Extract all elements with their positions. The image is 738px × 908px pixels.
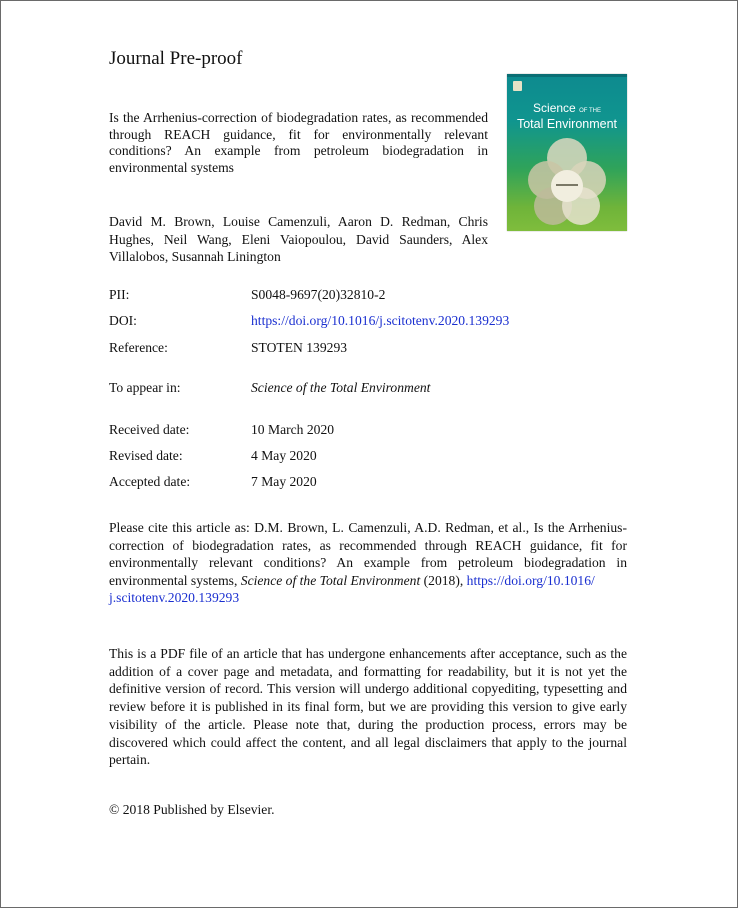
received-date-value: 10 March 2020: [251, 422, 335, 437]
cover-title-total-environment: Total Environment: [516, 117, 618, 131]
journal-cover-image: [507, 74, 627, 231]
citation-prefix: Please cite this article as: D.M. Brown, L. Camenzuli, A.D. Redman, et al., Is the Arrhenius-correction of biodegradation rates, as recommended through REACH guidance, fit for environmentally relevant conditions? An example from petroleum biodegradation in environmental systems,: [109, 520, 627, 588]
accepted-date-label: Accepted date:: [109, 474, 191, 489]
revised-date-value: 4 May 2020: [251, 448, 317, 463]
cover-title-of-the: OF THE: [579, 108, 601, 114]
revised-date-label: Revised date:: [109, 448, 183, 463]
pii-label: PII:: [109, 287, 130, 302]
reference-label: Reference:: [109, 340, 168, 355]
cover-title-science: Science: [533, 101, 576, 115]
citation-doi-link-part2[interactable]: j.scitotenv.2020.139293: [109, 590, 240, 606]
elsevier-logo: [513, 81, 522, 91]
doi-link[interactable]: https://doi.org/10.1016/j.scitotenv.2020.139293: [251, 313, 510, 328]
article-title: Is the Arrhenius-correction of biodegradation rates, as recommended through REACH guidance, fit for environmentally relevant conditions? An example from petroleum biodegradation in environmental systems: [109, 110, 488, 175]
reference-value: STOTEN 139293: [251, 340, 348, 355]
copyright-notice: © 2018 Published by Elsevier.: [109, 802, 275, 817]
cover-top-band: [507, 74, 627, 77]
journal-pre-proof-header: Journal Pre-proof: [109, 48, 243, 69]
cover-flower-graphic: [507, 136, 627, 231]
author-list: David M. Brown, Louise Camenzuli, Aaron D. Redman, Chris Hughes, Neil Wang, Eleni Vaiopoulou, David Saunders, Alex Villalobos, Susannah Linington: [109, 214, 488, 264]
to-appear-in-value: Science of the Total Environment: [251, 380, 431, 395]
citation-year: (2018),: [420, 572, 467, 588]
accepted-date-value: 7 May 2020: [251, 474, 317, 489]
received-date-label: Received date:: [109, 422, 190, 437]
pre-proof-disclaimer: This is a PDF file of an article that has undergone enhancements after acceptance, such as the addition of a cover page and metadata, and formatting for readability, but it is not yet the definitive version of record. This version will undergo additional copyediting, typesetting and review before it is published in its final form, but we are providing this version to give early visibility of the article. Please note that, during the production process, errors may be discovered which could affect the content, and all legal disclaimers that apply to the journal pertain.: [109, 646, 627, 768]
doi-label: DOI:: [109, 313, 137, 328]
pii-value: S0048-9697(20)32810-2: [251, 287, 386, 302]
citation-doi-link-part1[interactable]: https://doi.org/10.1016/: [466, 572, 595, 588]
cover-journal-title: [507, 102, 627, 131]
to-appear-in-label: To appear in:: [109, 380, 181, 395]
citation-paragraph: [109, 519, 627, 607]
citation-journal: Science of the Total Environment: [240, 572, 421, 588]
